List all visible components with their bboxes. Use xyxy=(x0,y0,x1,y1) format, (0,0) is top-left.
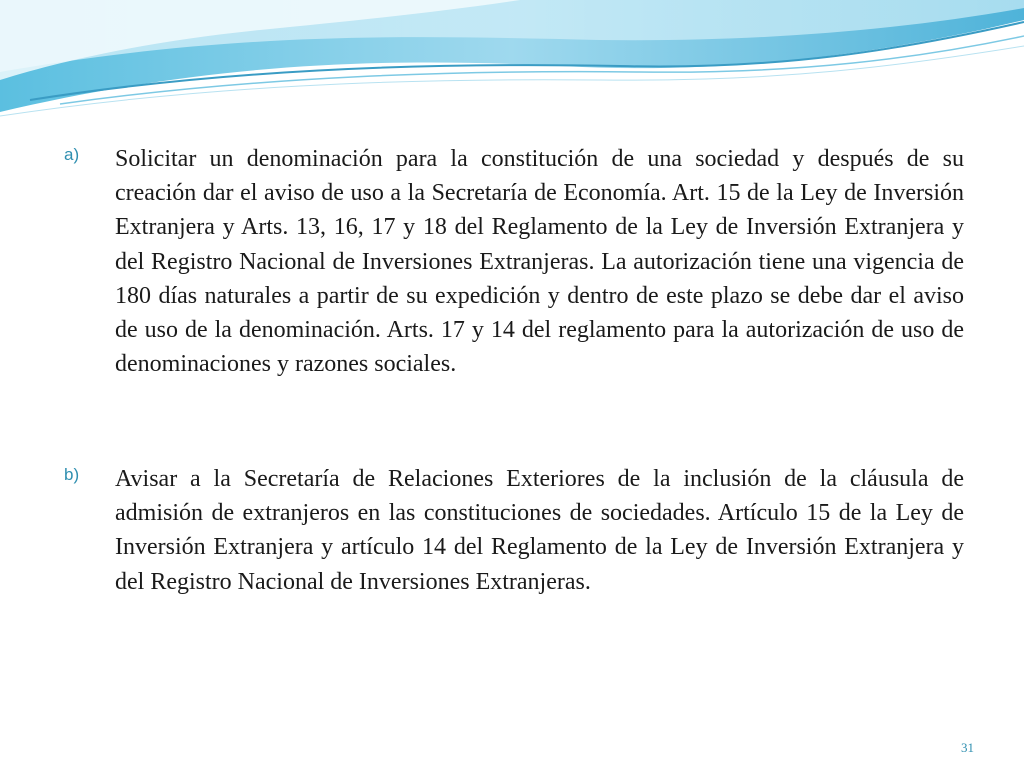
wave-header-decoration xyxy=(0,0,1024,120)
list-item-text: Avisar a la Secretaría de Relaciones Exteriores de la inclusión de la cláusula de admisión de extranjeros en las constituciones de sociedades. Artículo 15 de la Ley de Inversión Extranjera y artículo 14 del Reglamento de la Ley de Inversión Extranjera y del Registro Nacional de Inversiones Extranjeras. xyxy=(115,466,964,595)
list-marker: a) xyxy=(64,145,80,164)
list-item-a xyxy=(64,142,964,422)
list-item-b xyxy=(64,462,964,642)
page-number: 31 xyxy=(961,740,974,755)
list-marker: b) xyxy=(64,465,80,484)
list-item-text: Solicitar un denominación para la constitución de una sociedad y después de su creación dar el aviso de uso a la Secretaría de Economía. Art. 15 de la Ley de Inversión Extranjera y Arts. 13, 16, 17 y 18 del Reglamento de la Ley de Inversión Extranjera y del Registro Nacional de Inversiones Extranjeras. La autorización tiene una vigencia de 180 días naturales a partir de su expedición y dentro de este plazo se debe dar el aviso de uso de la denominación. Arts. 17 y 14 del reglamento para la autorización de uso de denominaciones y razones sociales. xyxy=(115,146,964,378)
